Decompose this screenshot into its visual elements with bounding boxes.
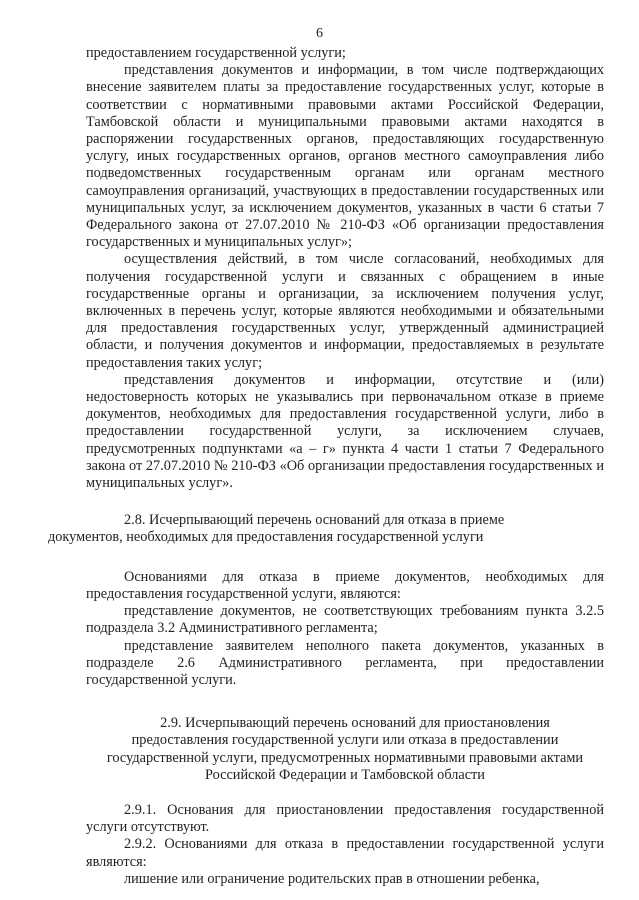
paragraph-continuation: предоставлением государственной услуги;	[86, 45, 346, 61]
document-body	[48, 45, 604, 888]
section-2-9-p1: 2.9.1. Основания для приостановлении предоставления государственной услуги отсутствуют.	[86, 801, 604, 836]
section-2-9-p3: лишение или ограничение родительских прав в отношении ребенка,	[124, 870, 540, 887]
page-number: 6	[316, 26, 323, 41]
section-2-9-heading-line3: государственной услуги, предусмотренных нормативными правовыми актами	[106, 749, 584, 766]
paragraph-documents-info: представления документов и информации, в том числе подтверждающих внесение заявителем платы за предоставление государственных услуг, которые в соответствии с нормативными правовыми актами Российской Федерации, Тамбовской области и муниципальными правовыми актами находятся в распоряжении государственных органов, предоставляющих государственную услугу, иных государственных органов, органов местного самоуправления либо подведомственных государственным органам или органам местного самоуправления организаций, участвующих в предоставлении государственных или муниципальных услуг, за исключением документов, указанных в части 6 статьи 7 Федерального закона от 27.07.2010 № 210-ФЗ «Об организации предоставления государственных и муниципальных услуг»;	[86, 62, 604, 251]
section-2-9-heading	[86, 715, 604, 784]
section-2-9-heading-line1: 2.9. Исчерпывающий перечень оснований для приостановления	[160, 715, 550, 732]
section-2-8-heading	[48, 512, 604, 546]
section-2-8-item1: представление документов, не соответствующих требованиям пункта 3.2.5 подраздела 3.2 Административного регламента;	[86, 603, 604, 637]
section-2-9-heading-line2: предоставления государственной услуги или отказа в предоставлении	[131, 732, 559, 749]
section-2-8-intro: Основаниями для отказа в приеме документов, необходимых для предоставления государственной услуги, являются:	[86, 568, 604, 602]
section-2-8-heading-line1: 2.8. Исчерпывающий перечень оснований для отказа в приеме	[124, 512, 505, 529]
section-2-8-heading-line2: документов, необходимых для предоставления государственной услуги	[48, 529, 484, 546]
section-2-8-item2: представление заявителем неполного пакета документов, указанных в подразделе 2.6 Административного регламента, при предоставлении государственной услуги.	[86, 637, 604, 688]
paragraph-invalid-docs: представления документов и информации, отсутствие и (или) недостоверность которых не указывались при первоначальном отказе в приеме документов, необходимых для предоставления государственной услуги, либо в предоставлении государственной услуги, за исключением случаев, предусмотренных подпунктами «а – г» пункта 4 части 1 статьи 7 Федерального закона от 27.07.2010 № 210-ФЗ «Об организации предоставления государственных и муниципальных услуг».	[86, 371, 604, 492]
section-2-9-p2: 2.9.2. Основаниями для отказа в предоставлении государственной услуги являются:	[86, 836, 604, 870]
section-2-9-heading-line4: Российской Федерации и Тамбовской области	[205, 766, 485, 783]
paragraph-actions: осуществления действий, в том числе согласований, необходимых для получения государственной услуги и связанных с обращением в иные государственные органы и организации, за исключением получения услуг, включенных в перечень услуг, которые являются необходимыми и обязательными для предоставления государственных услуг, утвержденный администрацией области, и получения документов и информации, предоставляемых в результате предоставления таких услуг;	[86, 251, 604, 371]
